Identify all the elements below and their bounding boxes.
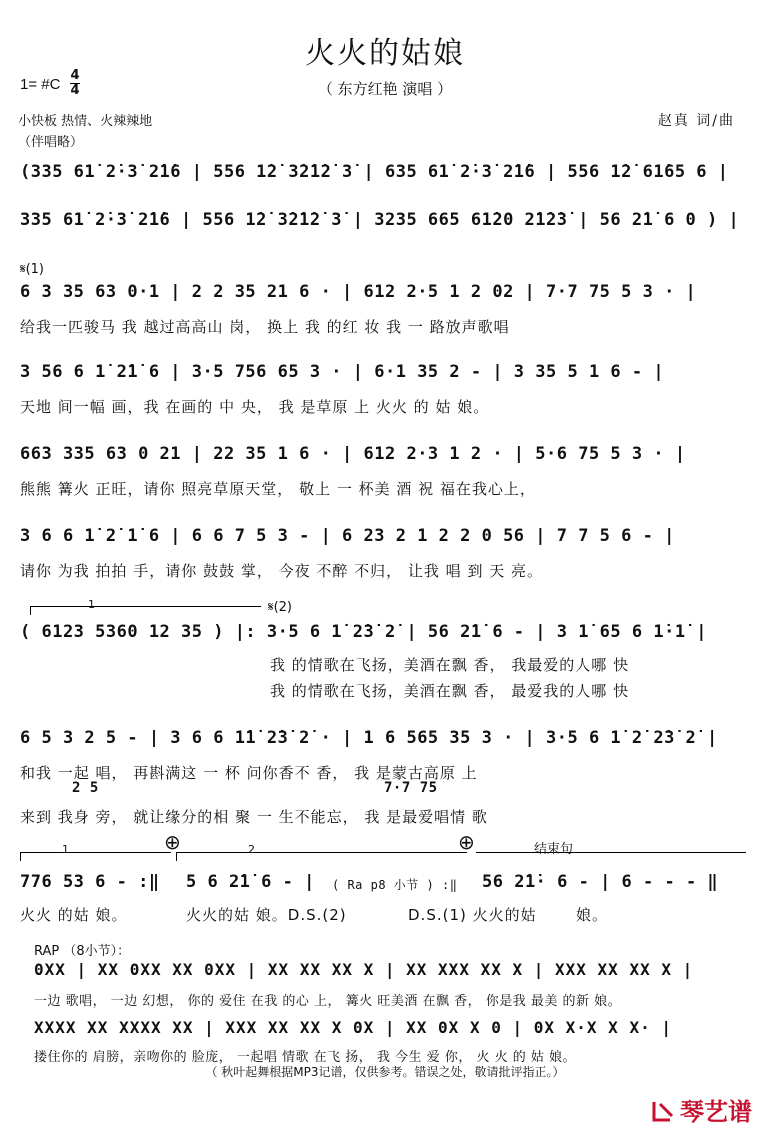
song-title: 火火的姑娘 xyxy=(305,36,465,71)
coda-sign-1: ⊕ xyxy=(164,830,181,854)
site-logo[interactable] xyxy=(650,1092,752,1127)
rap-lyrics-2: 搂住你的 肩膀，亲吻你的 脸庞， 一起唱 情歌 在飞 扬， 我 今生 爱 你， 火 火 的 姑 娘。 xyxy=(34,1050,576,1065)
verse-lyrics-4: 请你 为我 拍拍 手，请你 鼓鼓 掌， 今夜 不醉 不归， 让我 唱 到 天 亮。 xyxy=(20,562,543,580)
verse-lyrics-1: 给我一匹骏马 我 越过高高山 岗， 换上 我 的红 妆 我 一 路放声歌唱 xyxy=(20,318,510,336)
coda-sign-2: ⊕ xyxy=(458,830,475,854)
chorus-notes-3a: 776 53 6 - :‖ xyxy=(20,872,160,892)
rap-reference: ( Ra p8 小节 ) :‖ xyxy=(332,878,458,892)
time-signature xyxy=(70,70,80,97)
chorus-lyrics-1a: 我 的情歌在飞扬，美酒在飘 香， 我最爱的人哪 快 xyxy=(270,656,630,674)
chorus-notes-1: ( 6123 5360 12 35 ) |: 3·5 6 1̇ 2̇3̇ 2̇ | 56 2̇1̇ 6 - | 3 1̇ 65 6 1̇·1̇ | xyxy=(20,622,708,642)
singer-credit: （ 东方红艳 演唱 ） xyxy=(317,80,453,98)
rap-rhythm-2: XXXX XX XXXX XX | XXX XX XX X 0X | XX 0X X 0 | 0X X·X X X· | xyxy=(34,1018,672,1037)
chorus-lyrics-2b: 来到 我身 旁， 就让缘分的相 聚 一 生不能忘， 我 是最爱唱情 歌 xyxy=(20,808,488,826)
chorus-notes-2: 6 5 3 2 5 - | 3 6 6 1̇1̇ 2̇3̇ 2̇ · | 1 6 565 35 3 · | 3·5 6 1̇ 2̇ 2̇3̇ 2̇ | xyxy=(20,728,718,748)
accompaniment-note: （伴唱略） xyxy=(18,135,84,150)
intro-line-1: (335 61̇ 2̇·3̇ 2̇1̇6 | 556 1̇2̇ 3̇2̇1̇2̇ 3̇ | 635 61̇ 2̇·3̇ 2̇1̇6 | 556 1̇2̇ 61̇65 6 | xyxy=(20,162,729,182)
verse-lyrics-2: 天地 间一幅 画，我 在画的 中 央， 我 是草原 上 火火 的 姑 娘。 xyxy=(20,398,490,416)
meter-top: 4 xyxy=(70,68,80,83)
chorus-lyrics-3a: 火火 的姑 娘。 xyxy=(20,906,128,924)
verse-notes-1: 6 3 35 63 0·1 | 2 2 35 21 6 · | 612 2·5 1 2 02 | 7·7 75 5 3 · | xyxy=(20,282,697,302)
author-credit: 赵真 词/曲 xyxy=(657,113,735,129)
chorus-notes-3d: 56 2̇1̇· 6 - | 6 - - - ‖ xyxy=(482,872,719,892)
verse-notes-4: 3 6 6 1̇ 2̇ 1̇ 6 | 6 6 7 5 3 - | 6 23 2 1 2 2 0 56 | 7 7 5 6 - | xyxy=(20,526,675,546)
volta-bracket-1 xyxy=(20,852,171,861)
ending-line xyxy=(476,852,746,853)
rap-label: RAP （8小节）： xyxy=(34,944,131,959)
alt-notes-1: 2 5 xyxy=(72,780,99,796)
chorus-notes-3b: 5 6 2̇1̇ 6 - | xyxy=(186,872,315,892)
volta-bracket-2 xyxy=(176,852,467,861)
segno-2: 𝄋(2) xyxy=(268,600,293,615)
chorus-lyrics-3d: 娘。 xyxy=(576,906,609,924)
volta-bracket-intro xyxy=(30,606,261,615)
verse-notes-3: 663 335 63 0 21 | 22 35 1 6 · | 612 2·3 1 2 · | 5·6 75 5 3 · | xyxy=(20,444,686,464)
logo-icon xyxy=(650,1098,676,1124)
chorus-lyrics-3c: D.S.(1) 火火的姑 xyxy=(408,906,537,924)
segno-1: 𝄋(1) xyxy=(20,262,45,277)
chorus-lyrics-3b: 火火的姑 娘。D.S.(2) xyxy=(186,906,347,924)
logo-text: 琴艺谱 xyxy=(680,1098,752,1126)
key-signature: 1= #C xyxy=(20,76,61,93)
volta-number-1: 1 xyxy=(62,843,69,856)
transcriber-note: （ 秋叶起舞根据MP3记谱，仅供参考。错误之处，敬请批评指正。） xyxy=(205,1065,565,1079)
ending-label: 结束句 xyxy=(534,842,574,857)
rap-lyrics-1: 一边 歌唱， 一边 幻想， 你的 爱住 在我 的心 上， 篝火 旺美酒 在飘 香， 你是我 最美 的新 娘。 xyxy=(34,994,622,1009)
verse-lyrics-3: 熊熊 篝火 正旺，请你 照亮草原天堂， 敬上 一 杯美 酒 祝 福在我心上， xyxy=(20,480,536,498)
tempo-marking: 小快板 热情、火辣辣地 xyxy=(18,114,153,129)
meter-bottom: 4 xyxy=(70,83,80,98)
verse-notes-2: 3 56 6 1̇ 2̇1̇ 6 | 3·5 756 65 3 · | 6·1 35 2 - | 3 35 5 1 6 - | xyxy=(20,362,665,382)
chorus-lyrics-1b: 我 的情歌在飞扬，美酒在飘 香， 最爱我的人哪 快 xyxy=(270,682,630,700)
rap-rhythm-1: 0XX | XX 0XX XX 0XX | XX XX XX X | XX XXX XX X | XXX XX XX X | xyxy=(34,960,694,979)
intro-line-2: 335 61̇ 2̇·3̇ 2̇1̇6 | 556 1̇2̇ 3̇2̇1̇2̇ 3̇ | 3235 665 61̇20 2̇1̇2̇3̇ | 56 2̇1̇ 6 0 ) | xyxy=(20,210,740,230)
alt-notes-2: 7·7 75 xyxy=(384,780,438,796)
chorus-lyrics-2a: 和我 一起 唱， 再斟满这 一 杯 问你香不 香， 我 是蒙古高原 上 xyxy=(20,764,478,782)
volta-number-2: 2 xyxy=(248,843,255,856)
volta-number-intro: 1 xyxy=(88,598,95,611)
